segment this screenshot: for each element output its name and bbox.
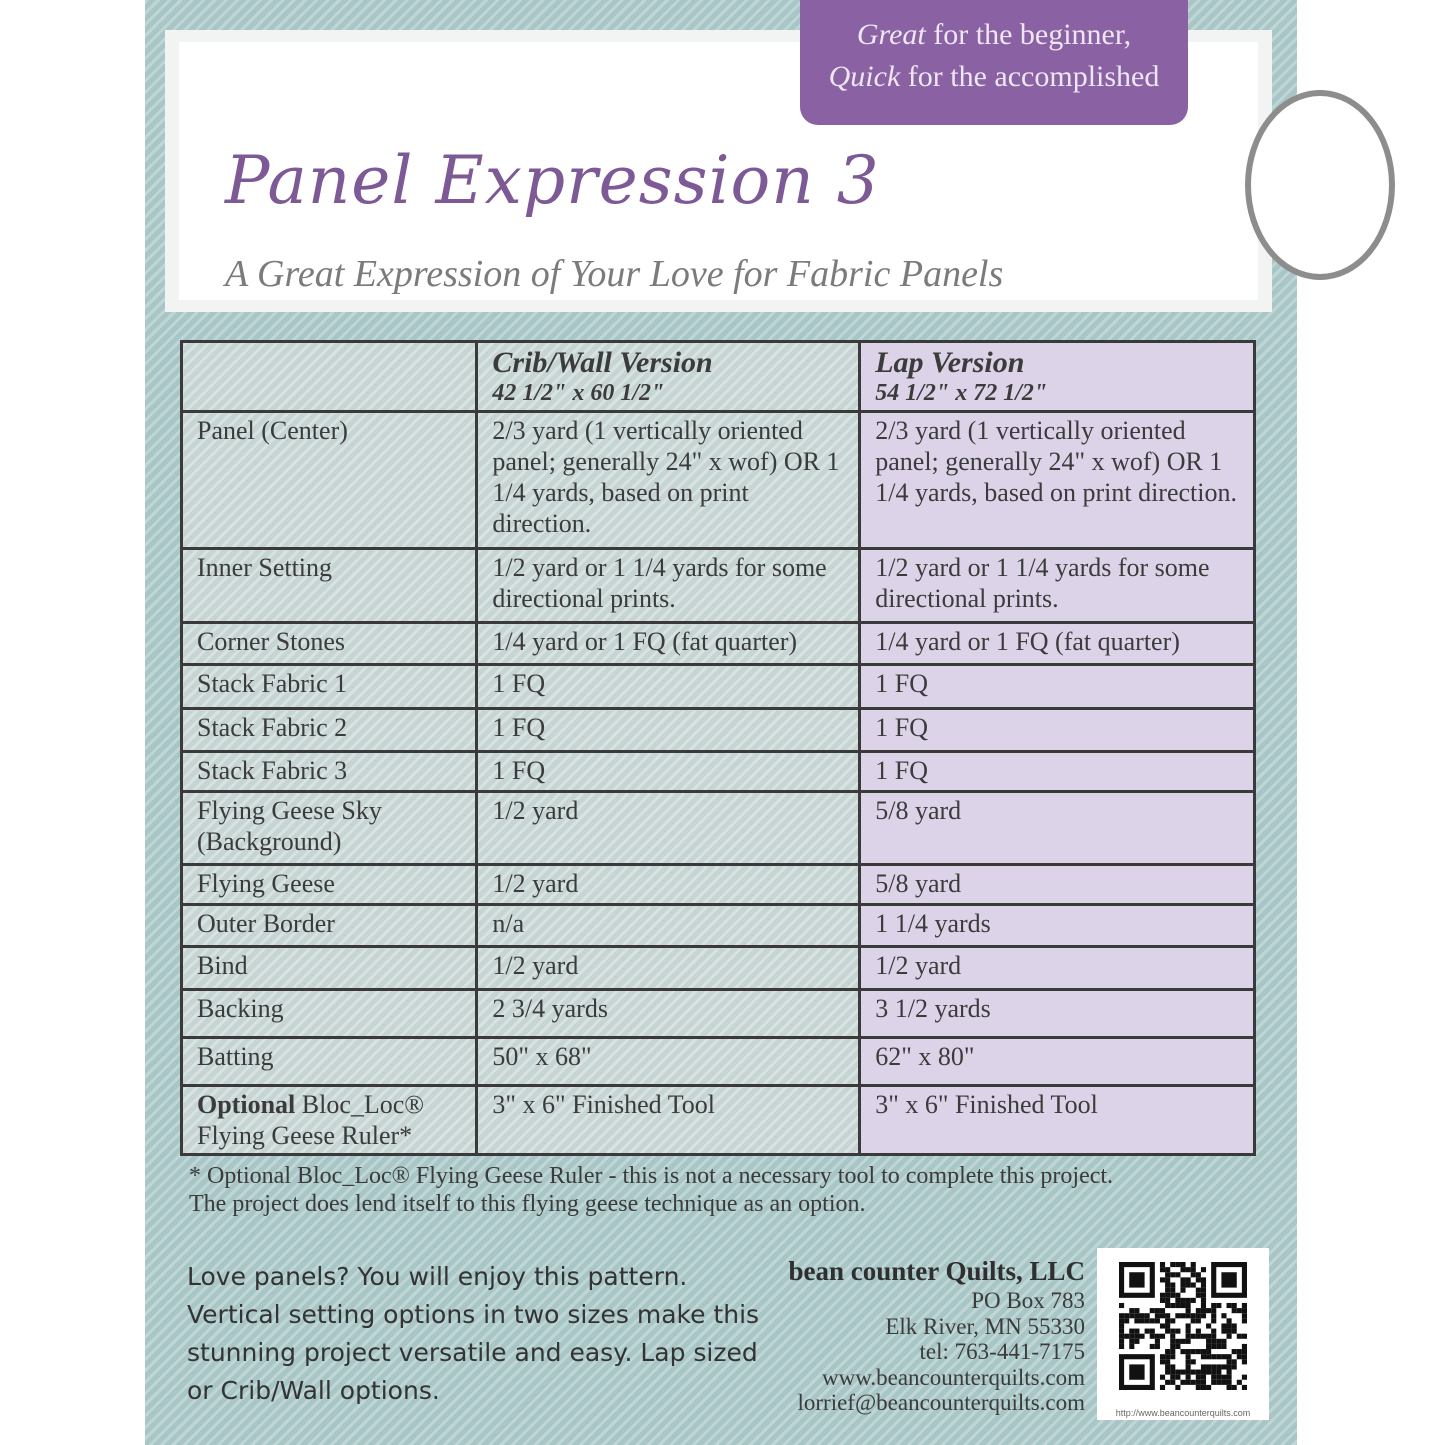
table-row — [182, 549, 1255, 623]
table-row — [182, 623, 1255, 665]
crib-amount: 2/3 yard (1 vertically oriented panel; generally 24" x wof) OR 1 1/4 yards, based on print direction. — [477, 412, 860, 549]
lap-amount: 1 FQ — [860, 709, 1255, 752]
crib-amount: 1 FQ — [477, 665, 860, 709]
table-row — [182, 709, 1255, 752]
decorative-arc — [1245, 90, 1395, 280]
crib-amount: 3" x 6" Finished Tool — [477, 1086, 860, 1155]
table-header-row — [182, 342, 1255, 412]
lap-amount: 5/8 yard — [860, 792, 1255, 865]
item-label: Stack Fabric 3 — [182, 752, 477, 792]
lap-amount: 1/4 yard or 1 FQ (fat quarter) — [860, 623, 1255, 665]
table-row — [182, 947, 1255, 990]
qr-code-icon — [1119, 1262, 1247, 1390]
item-label: Stack Fabric 2 — [182, 709, 477, 752]
item-label: Bind — [182, 947, 477, 990]
item-label: Batting — [182, 1038, 477, 1086]
lap-amount: 5/8 yard — [860, 865, 1255, 905]
lap-amount: 3 1/2 yards — [860, 990, 1255, 1038]
table-row — [182, 752, 1255, 792]
table-row — [182, 1038, 1255, 1086]
crib-amount: 1/4 yard or 1 FQ (fat quarter) — [477, 623, 860, 665]
lap-header: Lap Version 54 1/2" x 72 1/2" — [860, 342, 1255, 412]
item-label: Backing — [182, 990, 477, 1038]
email-link[interactable]: lorrief@beancounterquilts.com — [797, 1390, 1085, 1415]
pattern-description: Love panels? You will enjoy this pattern. Vertical setting options in two sizes make this stunning project versatile and easy. Lap sized or Crib/Wall options. — [187, 1262, 760, 1405]
lap-amount: 1 1/4 yards — [860, 905, 1255, 947]
tagline-badge: Great for the beginner, Quick for the accomplished — [800, 0, 1188, 125]
table-row — [182, 792, 1255, 865]
crib-amount: 1 FQ — [477, 752, 860, 792]
crib-amount: 50" x 68" — [477, 1038, 860, 1086]
contact-info: bean counter Quilts, LLC PO Box 783 Elk River, MN 55330 tel: 763-441-7175 www.beancounterquilts.com lorrief@beancounterquilts.com — [788, 1256, 1085, 1415]
page-title: Panel Expression 3 — [225, 142, 880, 219]
crib-amount: 1/2 yard — [477, 792, 860, 865]
lap-amount: 62" x 80" — [860, 1038, 1255, 1086]
table-row — [182, 865, 1255, 905]
item-label: Optional Bloc_Loc® Flying Geese Ruler* — [182, 1086, 477, 1155]
fabric-requirements-table — [180, 340, 1256, 1156]
crib-amount: 1/2 yard — [477, 865, 860, 905]
lap-amount: 1 FQ — [860, 665, 1255, 709]
item-label: Flying Geese — [182, 865, 477, 905]
table-row — [182, 990, 1255, 1038]
qr-code[interactable]: http://www.beancounterquilts.com — [1097, 1248, 1269, 1420]
lap-amount: 3" x 6" Finished Tool — [860, 1086, 1255, 1155]
lap-amount: 1/2 yard or 1 1/4 yards for some directional prints. — [860, 549, 1255, 623]
item-label: Inner Setting — [182, 549, 477, 623]
table-row — [182, 1086, 1255, 1155]
crib-amount: 2 3/4 yards — [477, 990, 860, 1038]
footnote: * Optional Bloc_Loc® Flying Geese Ruler - this is not a necessary tool to complete this project. The project does lend itself to this flying geese technique as an option. — [189, 1163, 1114, 1217]
crib-wall-header: Crib/Wall Version 42 1/2" x 60 1/2" — [477, 342, 860, 412]
crib-amount: 1/2 yard — [477, 947, 860, 990]
item-label: Flying Geese Sky (Background) — [182, 792, 477, 865]
crib-amount: 1/2 yard or 1 1/4 yards for some directional prints. — [477, 549, 860, 623]
item-label: Panel (Center) — [182, 412, 477, 549]
item-label: Corner Stones — [182, 623, 477, 665]
table-row — [182, 412, 1255, 549]
item-label: Stack Fabric 1 — [182, 665, 477, 709]
lap-amount: 2/3 yard (1 vertically oriented panel; generally 24" x wof) OR 1 1/4 yards, based on print direction. — [860, 412, 1255, 549]
lap-amount: 1/2 yard — [860, 947, 1255, 990]
website-link[interactable]: www.beancounterquilts.com — [822, 1364, 1085, 1390]
pattern-back-cover — [145, 0, 1297, 1445]
table-row — [182, 905, 1255, 947]
crib-amount: 1 FQ — [477, 709, 860, 752]
item-label: Outer Border — [182, 905, 477, 947]
lap-amount: 1 FQ — [860, 752, 1255, 792]
crib-amount: n/a — [477, 905, 860, 947]
table-row — [182, 665, 1255, 709]
subtitle: A Great Expression of Your Love for Fabric Panels — [225, 253, 1004, 295]
